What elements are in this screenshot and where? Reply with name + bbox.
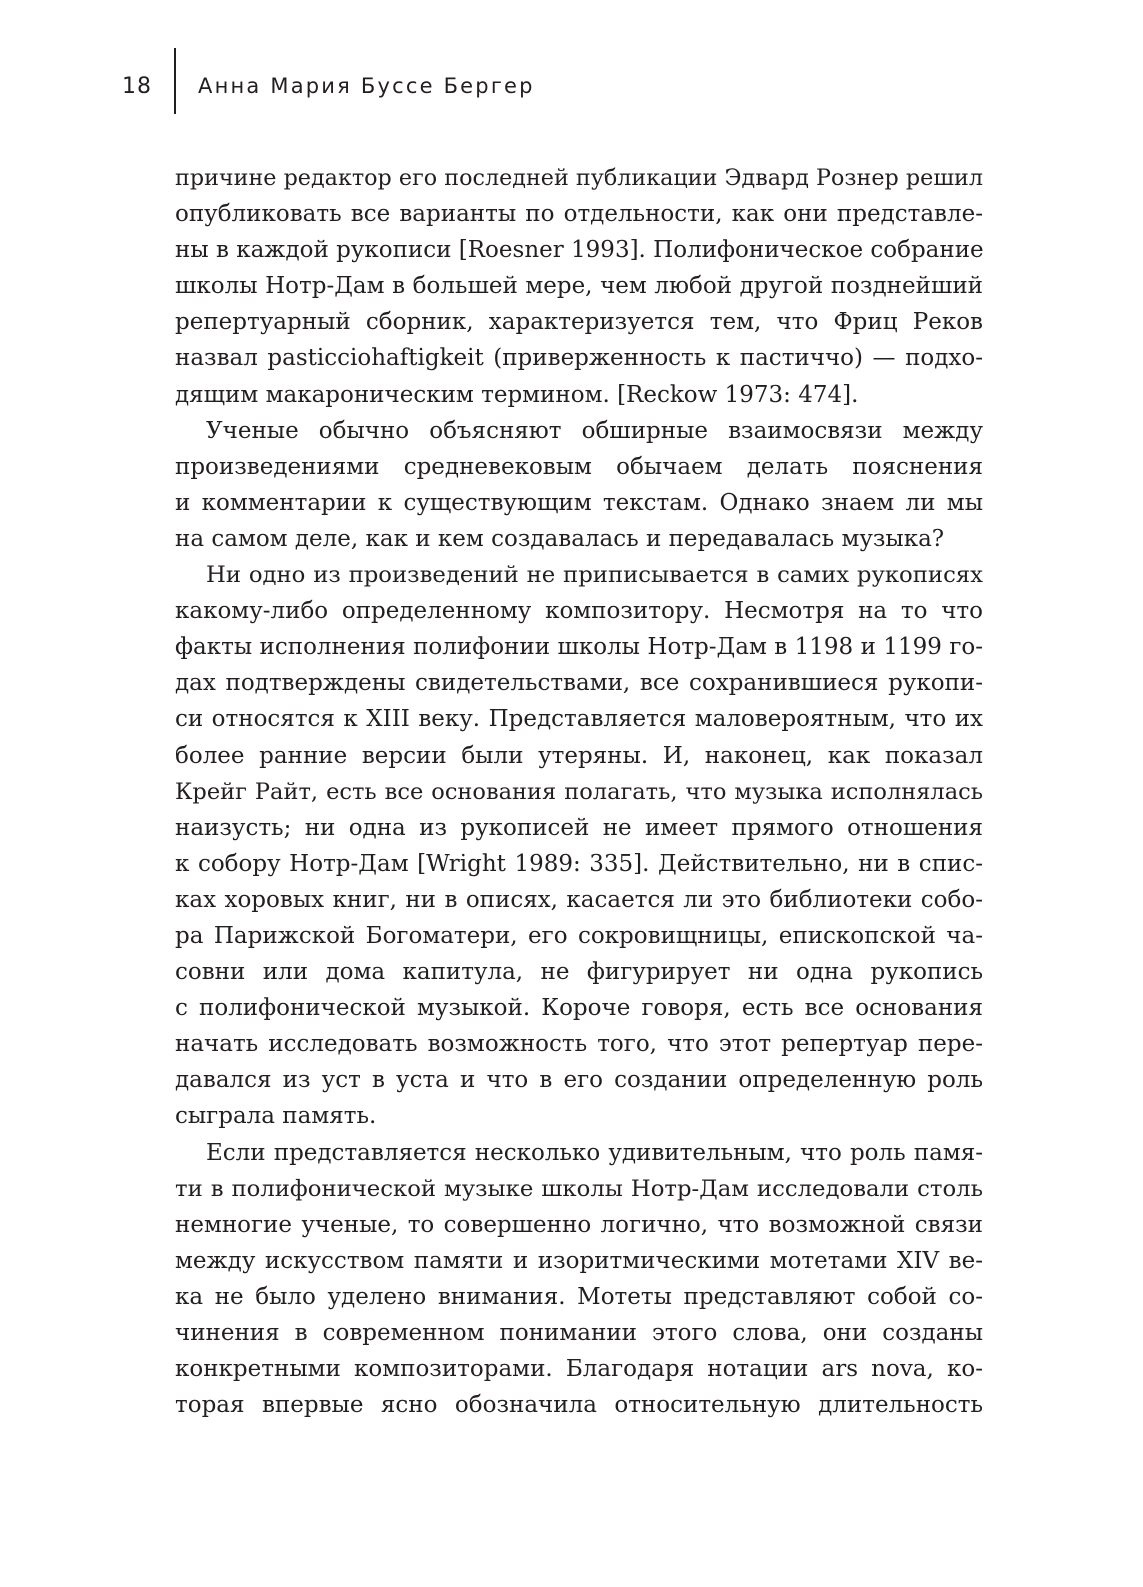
text-line: к собору Нотр-Дам [Wright 1989: 335]. Действительно, ни в спис- <box>175 850 983 877</box>
text-line: ках хоровых книг, ни в описях, касается ли это библиотеки собо- <box>175 886 983 913</box>
text-line: и комментарии к существующим текстам. Однако знаем ли мы <box>175 489 983 516</box>
text-line: Крейг Райт, есть все основания полагать, что музыка исполнялась <box>175 778 983 805</box>
text-line: чинения в современном понимании этого слова, они созданы <box>175 1320 983 1346</box>
running-head-author: Анна Мария Буссе Бергер <box>198 74 535 98</box>
text-line: торая впервые ясно обозначила относительную длительность <box>175 1392 983 1419</box>
text-line: конкретными композиторами. Благодаря нотации ars nova, ко- <box>175 1356 983 1383</box>
text-line: опубликовать все варианты по отдельности, как они представле- <box>175 201 983 228</box>
page-number: 18 <box>122 74 152 99</box>
text-line: сыграла память. <box>175 1103 377 1130</box>
text-line: с полифонической музыкой. Короче говоря, есть все основания <box>175 995 983 1022</box>
text-line: ка не было уделено внимания. Мотеты представляют собой со- <box>175 1283 983 1310</box>
text-line: Если представляется несколько удивительным, что роль памя- <box>206 1139 983 1166</box>
text-line: немногие ученые, то совершенно логично, что возможной связи <box>175 1211 983 1238</box>
text-line: совни или дома капитула, не фигурирует ни одна рукопись <box>175 959 983 986</box>
text-line: ра Парижской Богоматери, его сокровищницы, епископской ча- <box>175 922 983 949</box>
paragraph-1 <box>175 160 983 413</box>
text-line: дах подтверждены свидетельствами, все сохранившиеся рукопи- <box>175 670 983 697</box>
paragraph-4 <box>175 1135 983 1424</box>
paragraph-2 <box>175 413 983 557</box>
text-line: репертуарный сборник, характеризуется тем, что Фриц Реков <box>175 309 983 336</box>
text-line: Ни одно из произведений не приписывается в самих рукописях <box>206 562 983 589</box>
text-line: дящим макароническим термином. [Reckow 1973: 474]. <box>175 381 859 408</box>
text-line: наизусть; ни одна из рукописей не имеет прямого отношения <box>175 814 983 841</box>
text-line: назвал pasticciohaftigkeit (приверженность к пастиччо) — подхо- <box>175 345 983 372</box>
body-text <box>175 160 983 1423</box>
text-line: си относятся к XIII веку. Представляется маловероятным, что их <box>175 706 983 733</box>
text-line: какому-либо определенному композитору. Несмотря на то что <box>175 598 983 625</box>
text-line: более ранние версии были утеряны. И, наконец, как показал <box>175 742 983 769</box>
text-line: произведениями средневековым обычаем делать пояснения <box>175 453 983 480</box>
text-line: факты исполнения полифонии школы Нотр-Дам в 1198 и 1199 го- <box>175 634 983 661</box>
text-line: на самом деле, как и кем создавалась и передавалась музыка? <box>175 525 945 552</box>
text-line: причине редактор его последней публикации Эдвард Рознер решил <box>175 165 983 191</box>
text-line: давался из уст в уста и что в его создании определенную роль <box>175 1067 983 1094</box>
text-line: ны в каждой рукописи [Roesner 1993]. Полифоническое собрание <box>175 237 984 264</box>
text-line: ти в полифонической музыке школы Нотр-Дам исследовали столь <box>175 1175 983 1202</box>
text-line: начать исследовать возможность того, что этот репертуар пере- <box>175 1031 983 1058</box>
header-divider <box>174 48 176 114</box>
text-line: между искусством памяти и изоритмическими мотетами XIV ве- <box>175 1247 983 1274</box>
page-header <box>0 48 1143 114</box>
text-line: Ученые обычно объясняют обширные взаимосвязи между <box>206 417 983 444</box>
text-line: школы Нотр-Дам в большей мере, чем любой другой позднейший <box>175 273 983 300</box>
paragraph-3 <box>175 557 983 1135</box>
